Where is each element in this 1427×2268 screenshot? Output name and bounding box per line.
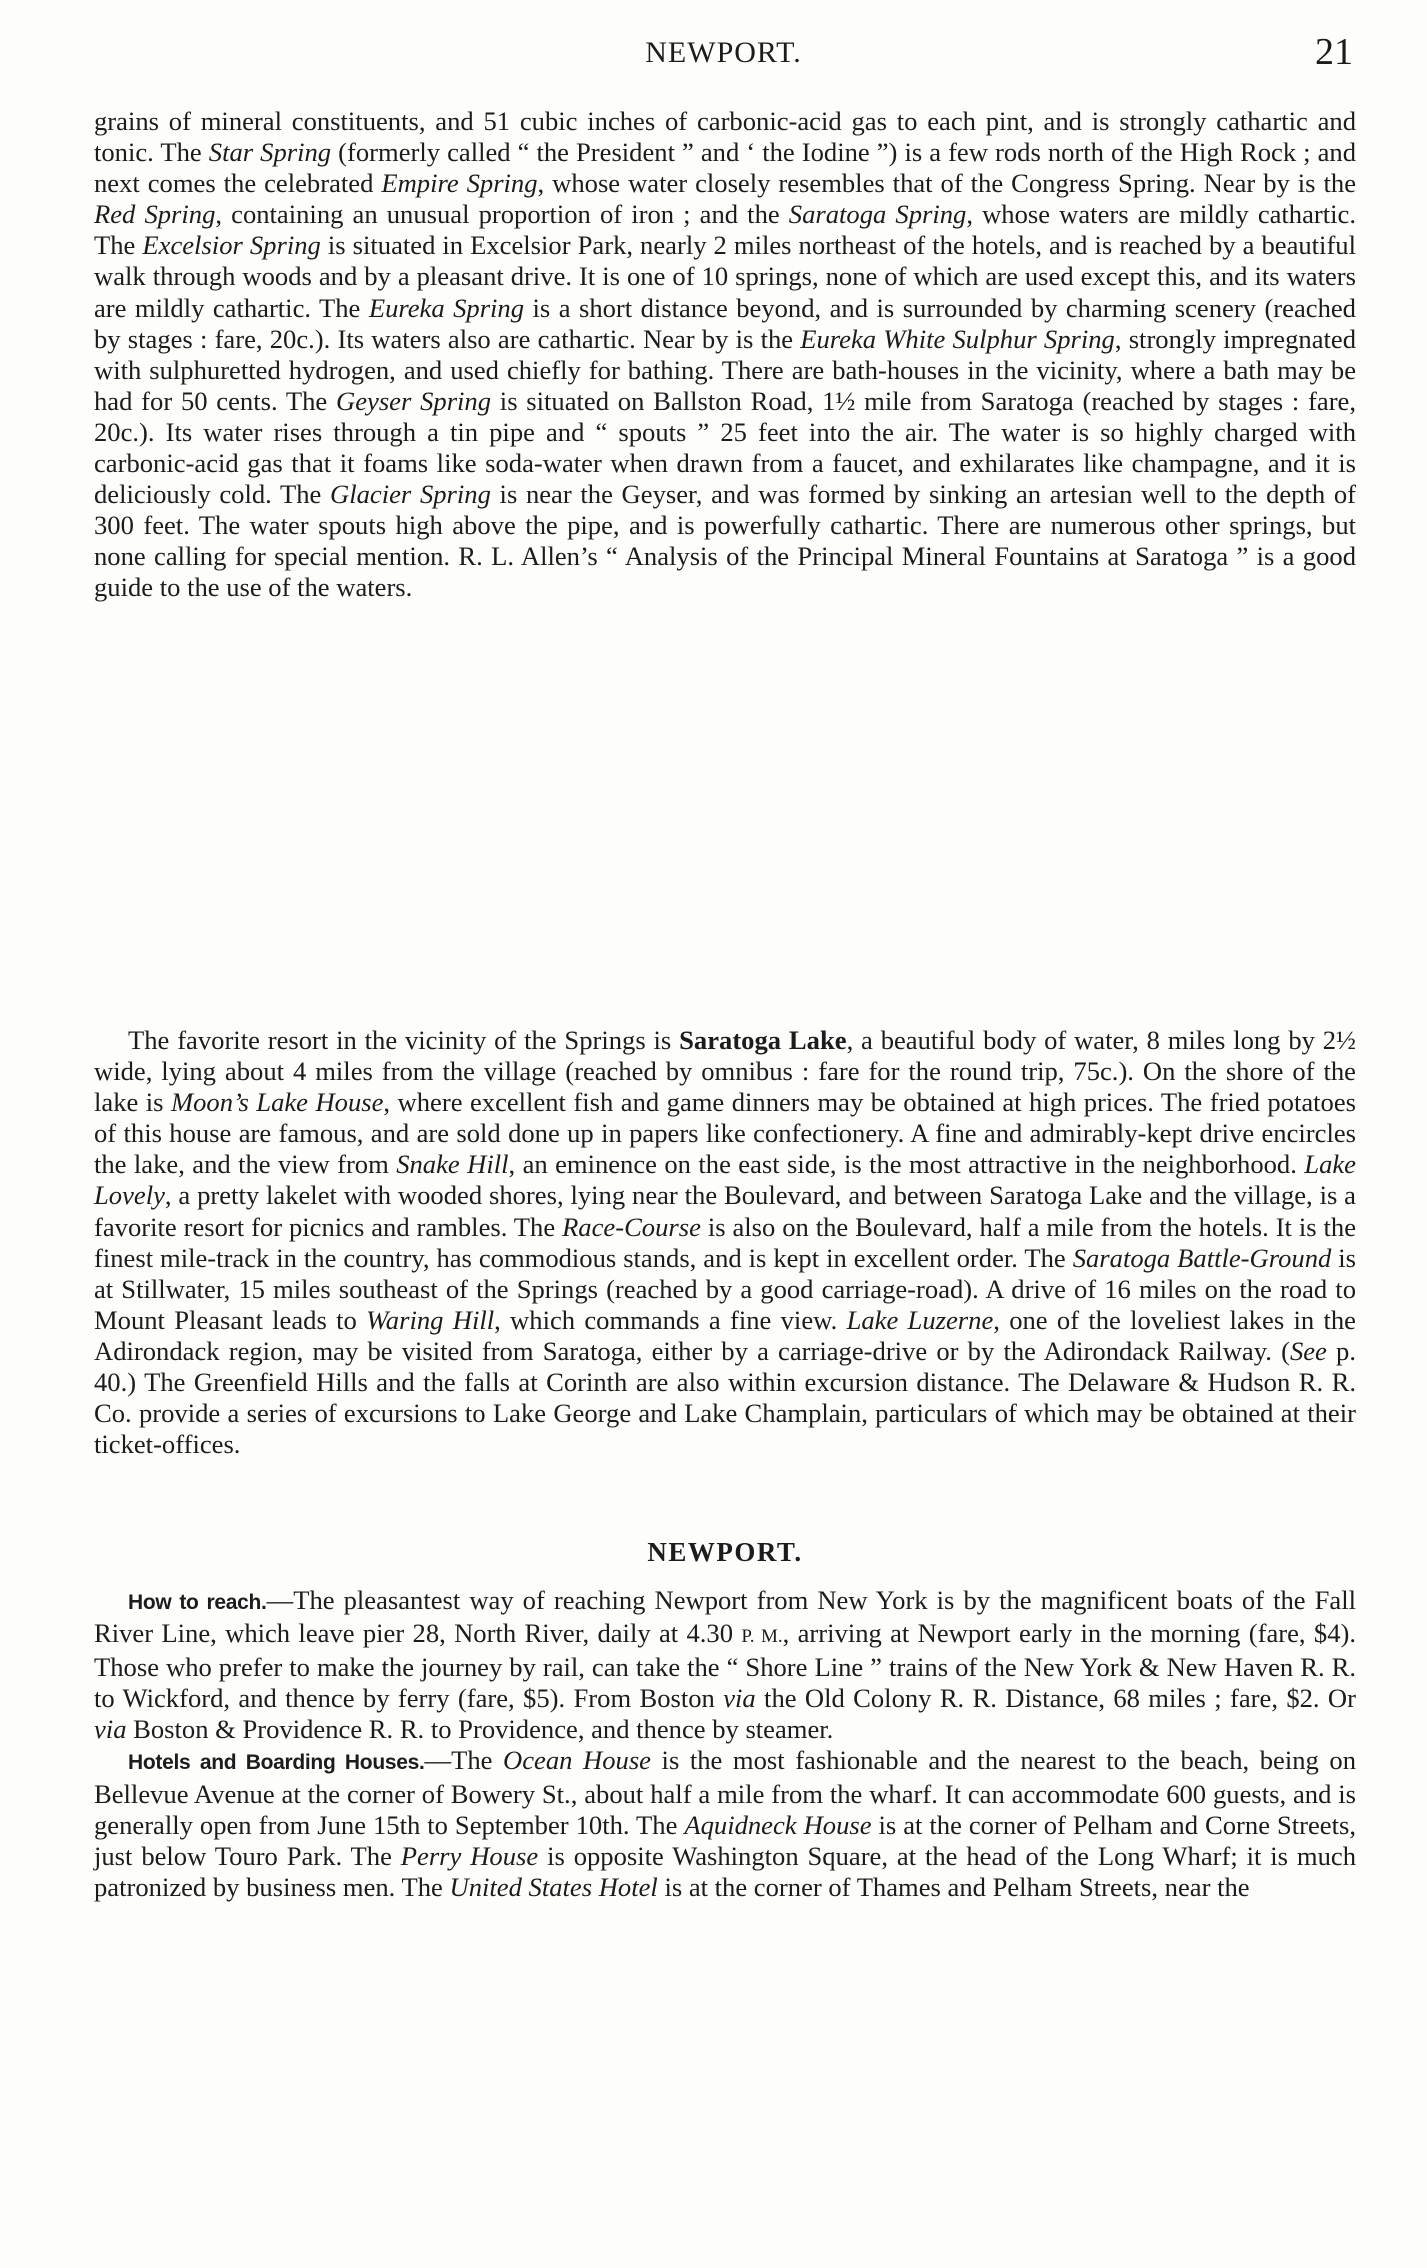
italic-run: Lake Lovely xyxy=(94,1149,1356,1211)
text-run: , arriving at Newport early in the morning (fare, $4). Those who prefer to make the journey by rail, can take the “ Shore Line ” trains of the New York & New Haven R. R. to Wickford, and thence by ferry (fare, $5). From Boston xyxy=(94,1618,1357,1714)
text-run: is a short distance beyond, and is surrounded by charming scenery (reached by stages : fare, 20c.). Its waters also are cathartic. Near by is the xyxy=(94,292,1356,354)
text-run: is opposite Washington Square, at the head of the Long Wharf; it is much patronized by business men. The xyxy=(94,1840,1356,1902)
text-run: , whose waters are mildly cathartic. The xyxy=(94,199,1356,261)
italic-run: Race-Course xyxy=(562,1211,701,1242)
text-run: , containing an unusual proportion of iron ; and the xyxy=(215,199,789,230)
text-run: is situated in Excelsior Park, nearly 2 miles northeast of the hotels, and is reached by a beautiful walk through woods and by a pleasant drive. It is one of 10 springs, none of which are used except this, and its waters are mildly cathartic. The xyxy=(94,230,1356,323)
text-block-saratoga-lake xyxy=(94,1025,1356,1460)
run-in-heading: Hotels and Boarding Houses. xyxy=(128,1751,425,1775)
italic-run: Eureka White Sulphur Spring xyxy=(800,323,1115,354)
text-run: —The pleasantest way of reaching Newport from New York is by the magnificent boats of the Fall River Line, which leave pier 28, North River, daily at 4.30 xyxy=(94,1585,1357,1649)
text-run: is at Stillwater, 15 miles southeast of the Springs (reached by a good carriage-road). A drive of 16 miles on the road to Mount Pleasant leads to xyxy=(94,1242,1356,1335)
section-heading-newport: NEWPORT. xyxy=(647,1537,803,1567)
italic-run: Geyser Spring xyxy=(336,385,492,416)
italic-run: Moon’s Lake House xyxy=(170,1087,384,1118)
italic-run: Waring Hill xyxy=(366,1304,495,1335)
italic-run: via xyxy=(723,1683,756,1714)
italic-run: Ocean House xyxy=(503,1745,651,1776)
bold-run: Saratoga Lake xyxy=(679,1025,847,1055)
italic-run: via xyxy=(94,1714,127,1745)
text-run: —The xyxy=(424,1745,504,1776)
page-number: 21 xyxy=(1315,31,1353,73)
text-run: is at the corner of Pelham and Corne Streets, just below Touro Park. The xyxy=(94,1809,1356,1871)
text-run: , a beautiful body of water, 8 miles long by 2½ wide, lying about 4 miles from the village (reached by omnibus : fare for the round trip, 75c.). On the shore of the lake is xyxy=(94,1025,1357,1118)
text-run: is near the Geyser, and was formed by sinking an artesian well to the depth of 300 feet. The water spouts high above the pipe, and is powerfully cathartic. There are numerous other springs, but none calling for special mention. R. L. Allen’s “ Analysis of the Principal Mineral Fountains at Saratoga ” is a good guide to the use of the waters. xyxy=(94,479,1356,603)
text-run: is also on the Boulevard, half a mile from the hotels. It is the finest mile-track in the country, has commodious stands, and is kept in excellent order. The xyxy=(94,1211,1356,1273)
text-run: Boston & Providence R. R. to Providence, and thence by steamer. xyxy=(126,1714,834,1745)
text-run: , strongly impregnated with sulphuretted hydrogen, and used chiefly for bathing. There are bath-houses in the vicinity, where a bath may be had for 50 cents. The xyxy=(94,323,1356,416)
italic-run: Lake Luzerne xyxy=(846,1304,994,1335)
text-run: , a pretty lakelet with wooded shores, lying near the Boulevard, and between Saratoga Lake and the village, is a favorite resort for picnics and rambles. The xyxy=(94,1180,1356,1242)
italic-run: Empire Spring xyxy=(381,168,538,199)
text-run: The favorite resort in the vicinity of the Springs is xyxy=(128,1025,680,1055)
italic-run: Saratoga Spring xyxy=(788,199,967,230)
text-run: , whose water closely resembles that of the Congress Spring. Near by is the xyxy=(537,168,1356,199)
text-run: p. 40.) The Greenfield Hills and the falls at Corinth are also within excursion distance. The Delaware & Hudson R. R. Co. provide a series of excursions to Lake George and Lake Champlain, particulars of which may be obtained at their ticket-offices. xyxy=(94,1335,1356,1460)
italic-run: Aquidneck House xyxy=(684,1809,872,1840)
paragraph-saratoga-lake xyxy=(94,1025,1356,1460)
italic-run: United States Hotel xyxy=(449,1871,658,1902)
italic-run: Eureka Spring xyxy=(368,292,525,323)
italic-run: See xyxy=(1289,1335,1327,1366)
italic-run: Red Spring xyxy=(94,199,216,230)
run-in-heading: How to reach. xyxy=(128,1591,267,1614)
italic-run: Star Spring xyxy=(208,137,332,168)
text-run: , which commands a fine view. xyxy=(494,1304,847,1335)
text-block-newport xyxy=(94,1585,1356,1903)
text-run: , where excellent fish and game dinners may be obtained at high prices. The fried potatoes of this house are famous, and are sold done up in papers like confectionery. A fine and admirably-kept drive encircles the lake, and the view from xyxy=(94,1087,1357,1180)
text-run: , an eminence on the east side, is the most attractive in the neighborhood. xyxy=(508,1149,1305,1180)
text-run: is at the corner of Thames and Pelham Streets, near the xyxy=(657,1871,1250,1902)
italic-run: Snake Hill xyxy=(396,1149,509,1180)
small-caps-run: P. M. xyxy=(741,1626,783,1648)
running-head xyxy=(94,30,1353,80)
paragraph-hotels xyxy=(94,1745,1356,1902)
paragraph-how-to-reach xyxy=(94,1585,1356,1745)
italic-run: Perry House xyxy=(400,1840,539,1871)
text-run: the Old Colony R. R. Distance, 68 miles ; fare, $2. Or xyxy=(755,1683,1356,1714)
text-run: grains of mineral constituents, and 51 cubic inches of carbonic-acid gas to each pint, and is strongly cathartic and tonic. The xyxy=(94,106,1356,168)
running-title: NEWPORT. xyxy=(645,36,802,69)
italic-run: Saratoga Battle-Ground xyxy=(1072,1242,1332,1273)
text-run: , one of the loveliest lakes in the Adirondack region, may be visited from Saratoga, either by a carriage-drive or by the Adirondack Railway. ( xyxy=(94,1304,1356,1366)
text-run: (formerly called “ the President ” and ‘ the Iodine ”) is a few rods north of the High Rock ; and next comes the celebrated xyxy=(94,137,1356,199)
italic-run: Excelsior Spring xyxy=(142,230,321,261)
text-run: is the most fashionable and the nearest to the beach, being on Bellevue Avenue at the corner of Bowery St., about half a mile from the wharf. It can accommodate 600 guests, and is generally open from June 15th to September 10th. The xyxy=(94,1745,1356,1840)
italic-run: Glacier Spring xyxy=(330,479,491,510)
text-block-saratoga-springs xyxy=(94,106,1356,604)
text-run: is situated on Ballston Road, 1½ mile from Saratoga (reached by stages : fare, 20c.). Its water rises through a tin pipe and “ spouts ” 25 feet into the air. The water is so highly charged with carbonic-acid gas that it foams like soda-water when drawn from a faucet, and exhilarates like champagne, and it is deliciously cold. The xyxy=(94,385,1356,510)
paragraph-springs xyxy=(94,106,1356,604)
